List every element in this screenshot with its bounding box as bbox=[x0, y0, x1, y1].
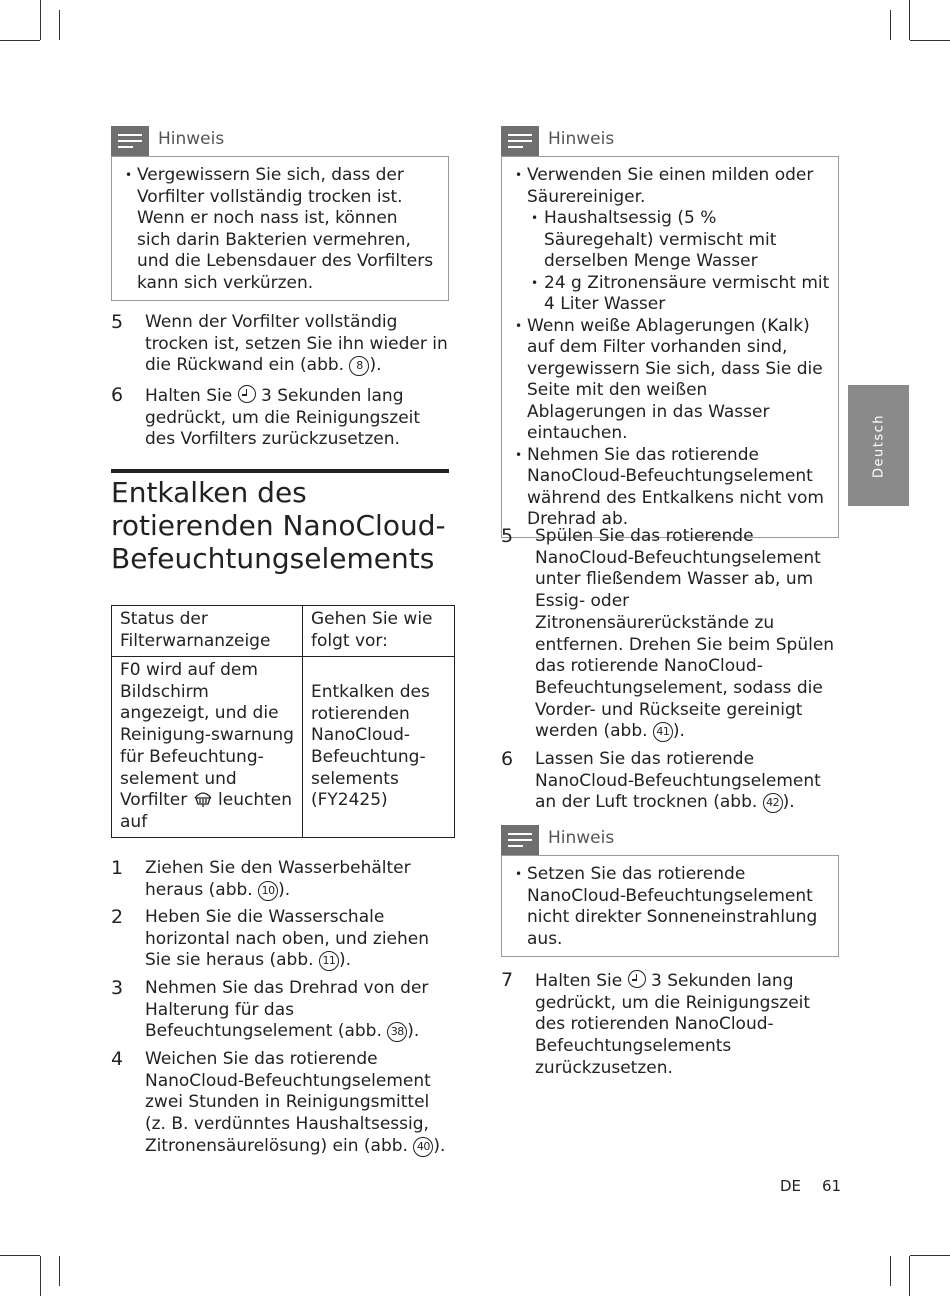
note-box bbox=[501, 156, 839, 538]
note-box bbox=[111, 156, 449, 301]
footer-lang: DE bbox=[780, 1177, 802, 1195]
status-table bbox=[111, 605, 455, 838]
table-header-action: Gehen Sie wie folgt vor: bbox=[303, 606, 455, 657]
figure-ref: 38 bbox=[387, 1022, 407, 1042]
crop-mark bbox=[910, 1255, 950, 1256]
crop-mark bbox=[59, 10, 60, 40]
language-tab: Deutsch bbox=[848, 385, 909, 506]
figure-ref: 41 bbox=[653, 722, 673, 742]
clock-icon bbox=[628, 970, 646, 988]
step-7: 7 Halten Sie 3 Sekunden lang gedrückt, um die Reinigungszeit des rotierenden NanoCloud-Befeuchtungselements zurückzusetzen. bbox=[501, 969, 811, 1078]
note-label: Hinweis bbox=[158, 129, 225, 149]
crop-mark bbox=[890, 10, 891, 40]
table-header-status: Status der Filterwarnanzeige bbox=[112, 606, 303, 657]
crop-mark bbox=[0, 1255, 40, 1256]
note-box bbox=[501, 855, 839, 957]
figure-ref: 10 bbox=[258, 881, 278, 901]
step-6-right: 6 Lassen Sie das rotierende NanoCloud-Befeuchtungselement an der Luft trocknen (abb. 42 ). bbox=[501, 748, 821, 813]
right-note-1 bbox=[501, 126, 839, 538]
section-rule bbox=[111, 469, 449, 473]
note-label: Hinweis bbox=[548, 129, 615, 149]
note-label: Hinweis bbox=[548, 828, 615, 848]
filter-warning-icon bbox=[193, 790, 213, 808]
crop-mark bbox=[0, 40, 40, 41]
note-lines-icon bbox=[501, 126, 539, 156]
left-note bbox=[111, 126, 449, 301]
crop-mark bbox=[910, 40, 950, 41]
step-1: 1 Ziehen Sie den Wasserbehälter heraus (abb. 10 ). bbox=[111, 857, 411, 900]
figure-ref: 8 bbox=[349, 356, 369, 376]
crop-mark bbox=[909, 0, 910, 40]
step-3: 3 Nehmen Sie das Drehrad von der Halterung für das Befeuchtungselement (abb. 38 ). bbox=[111, 977, 429, 1042]
note-item: • Setzen Sie das rotierende NanoCloud-Befeuchtungselement nicht direkter Sonneneinstrahlung aus. bbox=[516, 864, 830, 950]
step-4: 4 Weichen Sie das rotierende NanoCloud-Befeuchtungselement zwei Stunden in Reinigungsmittel (z. B. verdünntes Haushaltsessig, Zitronensäurelösung) ein (abb. 40 ). bbox=[111, 1048, 446, 1156]
figure-ref: 42 bbox=[763, 793, 783, 813]
figure-ref: 40 bbox=[413, 1137, 433, 1157]
right-note-2 bbox=[501, 825, 839, 957]
note-lines-icon bbox=[111, 126, 149, 156]
note-item: • Verwenden Sie einen milden oder Säurereiniger. • Haushaltsessig (5 % Säuregehalt) vermischt mit derselben Menge Wasser • 24 g Zitronensäure vermischt mit 4 Liter Wasser bbox=[516, 165, 830, 316]
note-lines-icon bbox=[501, 825, 539, 855]
note-subitem: • Haushaltsessig (5 % Säuregehalt) vermischt mit derselben Menge Wasser bbox=[527, 208, 830, 273]
crop-mark bbox=[909, 1256, 910, 1296]
clock-icon bbox=[238, 385, 256, 403]
crop-mark bbox=[40, 1256, 41, 1296]
crop-mark bbox=[40, 0, 41, 40]
figure-ref: 11 bbox=[319, 951, 339, 971]
table-cell-action: Entkalken des rotierenden NanoCloud-Befeuchtung-selements (FY2425) bbox=[303, 657, 455, 838]
note-item: • Wenn weiße Ablagerungen (Kalk) auf dem Filter vorhanden sind, vergewissern Sie sich, dass Sie die Seite mit den weißen Ablagerungen in das Wasser eintauchen. bbox=[516, 316, 830, 445]
note-item: • Vergewissern Sie sich, dass der Vorfilter vollständig trocken ist. Wenn er noch nass ist, können sich darin Bakterien vermehren, und die Lebensdauer des Vorfilters kann sich verkürzen. bbox=[126, 165, 436, 294]
note-subitem: • 24 g Zitronensäure vermischt mit 4 Liter Wasser bbox=[527, 273, 830, 316]
crop-mark bbox=[59, 1256, 60, 1286]
section-title: Entkalken des rotierenden NanoCloud- Befeuchtungselements bbox=[111, 476, 446, 575]
step-2: 2 Heben Sie die Wasserschale horizontal nach oben, und ziehen Sie sie heraus (abb. 11 ). bbox=[111, 906, 430, 971]
crop-mark bbox=[890, 1256, 891, 1286]
step-5-left: 5 Wenn der Vorfilter vollständig trocken ist, setzen Sie ihn wieder in die Rückwand ein (abb. 8 ). bbox=[111, 311, 448, 376]
step-5-right: 5 Spülen Sie das rotierende NanoCloud-Befeuchtungselement unter fließendem Wasser ab, um Essig- oder Zitronensäurerückstände zu entfernen. Drehen Sie beim Spülen das rotierende NanoCloud-Befeuchtungselement, sodass die Vorder- und Rückseite gereinigt werden (abb. 41 ). bbox=[501, 525, 835, 742]
step-6-left: 6 Halten Sie 3 Sekunden lang gedrückt, um die Reinigungszeit des Vorfilters zurückzusetzen. bbox=[111, 384, 421, 450]
note-item: • Nehmen Sie das rotierende NanoCloud-Befeuchtungselement während des Entkalkens nicht vom Drehrad ab. bbox=[516, 445, 830, 531]
table-cell-status: F0 wird auf dem Bildschirm angezeigt, und die Reinigung-swarnung für Befeuchtung-selement und Vorfilter leuchten auf bbox=[112, 657, 303, 838]
page-number: 61 bbox=[822, 1177, 842, 1195]
